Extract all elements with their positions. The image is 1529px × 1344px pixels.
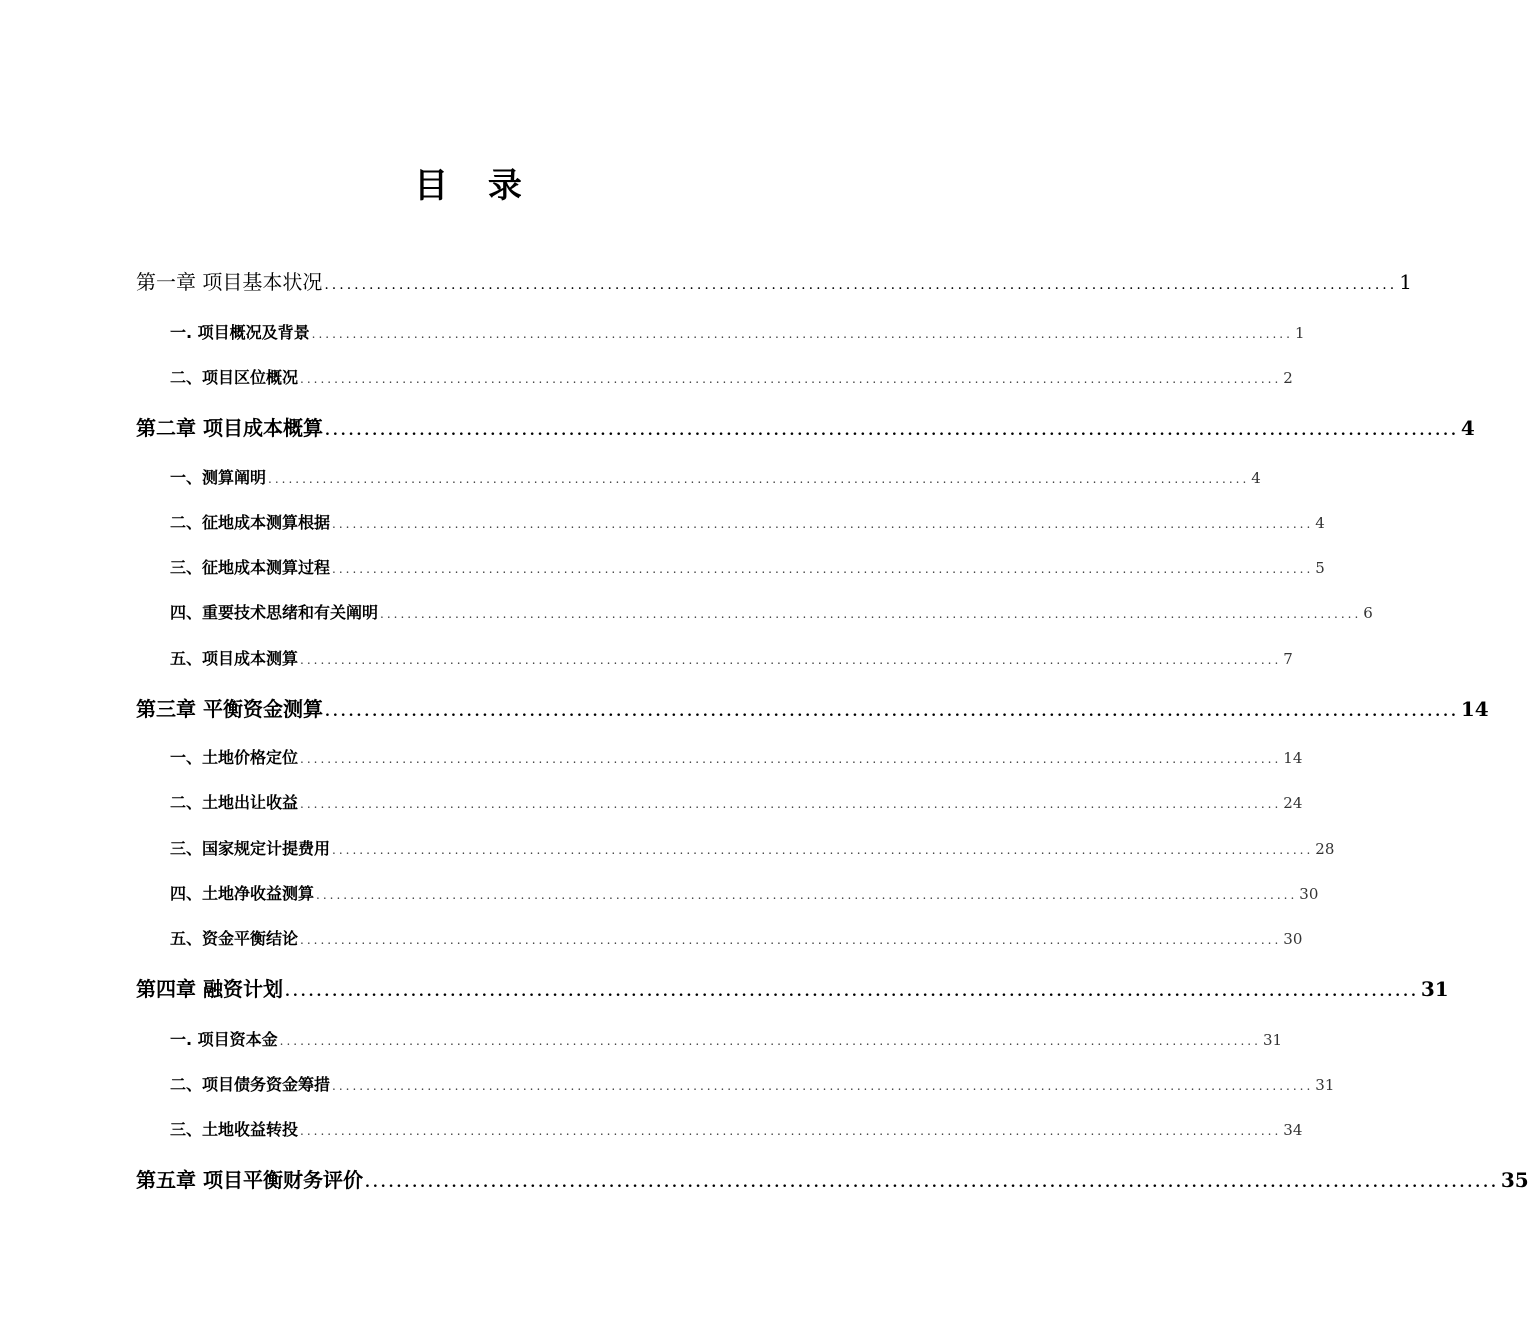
toc-entry-label: 三、征地成本测算过程 bbox=[170, 558, 331, 577]
toc-chapter-entry[interactable] bbox=[136, 973, 1449, 1002]
toc-leader-dots: ................................................................................................................................................ bbox=[332, 1079, 1314, 1093]
toc-entry-label: 第一章 项目基本状况 bbox=[136, 270, 323, 294]
toc-entry-label: 四、土地净收益测算 bbox=[170, 884, 315, 903]
toc-page-number: 34 bbox=[1283, 1121, 1303, 1139]
toc-leader-dots: ................................................................................................................................................ bbox=[324, 423, 1459, 439]
toc-page-number: 28 bbox=[1315, 840, 1335, 858]
toc-page-number: 1 bbox=[1294, 324, 1305, 342]
toc-page-number: 7 bbox=[1283, 650, 1293, 668]
toc-entry-label: 第五章 项目平衡财务评价 bbox=[136, 1168, 363, 1192]
toc-page-number: 30 bbox=[1283, 930, 1303, 948]
toc-leader-dots: ................................................................................................................................................ bbox=[279, 1034, 1261, 1048]
toc-page-number: 14 bbox=[1460, 697, 1489, 721]
toc-entry-label: 四、重要技术思绪和有关阐明 bbox=[170, 603, 379, 622]
toc-leader-dots: ................................................................................................................................................ bbox=[380, 607, 1362, 621]
toc-entry-label: 一、土地价格定位 bbox=[170, 748, 299, 767]
toc-entry-label: 二、征地成本测算根据 bbox=[170, 513, 331, 532]
toc-section-entry[interactable] bbox=[136, 465, 1261, 488]
toc-section-entry[interactable] bbox=[136, 1117, 1303, 1140]
toc-page-number: 35 bbox=[1500, 1168, 1529, 1192]
toc-leader-dots: ................................................................................................................................................ bbox=[364, 1175, 1499, 1191]
toc-page-number: 31 bbox=[1262, 1031, 1283, 1049]
toc-section-entry[interactable] bbox=[136, 790, 1303, 813]
toc-page-number: 1 bbox=[1399, 270, 1412, 294]
toc-entry-label: 三、土地收益转投 bbox=[170, 1120, 299, 1139]
toc-chapter-entry[interactable] bbox=[136, 1164, 1529, 1193]
toc-page-number: 14 bbox=[1283, 749, 1303, 767]
toc-section-entry[interactable] bbox=[136, 1072, 1335, 1095]
toc-entry-label: 五、项目成本测算 bbox=[170, 649, 299, 668]
toc-section-entry[interactable] bbox=[136, 836, 1335, 859]
toc-section-entry[interactable] bbox=[136, 365, 1293, 388]
toc-page-number: 6 bbox=[1363, 604, 1373, 622]
toc-section-entry[interactable] bbox=[136, 1027, 1283, 1050]
toc-leader-dots: ................................................................................................................................................ bbox=[324, 277, 1398, 293]
toc-page-number: 4 bbox=[1251, 469, 1261, 487]
toc-chapter-entry[interactable] bbox=[136, 693, 1489, 722]
toc-leader-dots: ................................................................................................................................................ bbox=[284, 984, 1419, 1000]
toc-page-number: 4 bbox=[1315, 514, 1325, 532]
toc-entry-label: 第二章 项目成本概算 bbox=[136, 416, 323, 440]
toc-page-number: 4 bbox=[1460, 416, 1475, 440]
toc-section-entry[interactable] bbox=[136, 600, 1373, 623]
toc-leader-dots: ................................................................................................................................................ bbox=[332, 562, 1314, 576]
toc-entry-label: 二、项目债务资金筹措 bbox=[170, 1075, 331, 1094]
toc-entry-label: 二、土地出让收益 bbox=[170, 793, 299, 812]
toc-page-number: 2 bbox=[1283, 369, 1293, 387]
toc-leader-dots: ................................................................................................................................................ bbox=[300, 372, 1282, 386]
toc-leader-dots: ................................................................................................................................................ bbox=[324, 704, 1459, 720]
toc-section-entry[interactable] bbox=[136, 745, 1303, 768]
toc-entry-label: 一、测算阐明 bbox=[170, 468, 267, 487]
toc-chapter-entry[interactable] bbox=[136, 266, 1412, 295]
toc-entry-label: 五、资金平衡结论 bbox=[170, 929, 299, 948]
toc-entry-label: 三、国家规定计提费用 bbox=[170, 839, 331, 858]
toc-title: 目 录 bbox=[414, 166, 536, 206]
toc-leader-dots: ................................................................................................................................................ bbox=[311, 327, 1293, 341]
toc-leader-dots: ................................................................................................................................................ bbox=[300, 933, 1282, 947]
toc-leader-dots: ................................................................................................................................................ bbox=[300, 1124, 1282, 1138]
toc-leader-dots: ................................................................................................................................................ bbox=[300, 653, 1282, 667]
toc-leader-dots: ................................................................................................................................................ bbox=[332, 843, 1314, 857]
toc-page-number: 5 bbox=[1315, 559, 1325, 577]
toc-section-entry[interactable] bbox=[136, 881, 1319, 904]
toc-section-entry[interactable] bbox=[136, 926, 1303, 949]
toc-entry-label: 第四章 融资计划 bbox=[136, 977, 283, 1001]
toc-section-entry[interactable] bbox=[136, 646, 1293, 669]
toc-page-number: 31 bbox=[1315, 1076, 1335, 1094]
toc-leader-dots: ................................................................................................................................................ bbox=[268, 472, 1250, 486]
toc-entry-label: 一. 项目概况及背景 bbox=[170, 323, 310, 342]
toc-section-entry[interactable] bbox=[136, 320, 1305, 343]
toc-section-entry[interactable] bbox=[136, 510, 1325, 533]
toc-leader-dots: ................................................................................................................................................ bbox=[300, 797, 1282, 811]
toc-leader-dots: ................................................................................................................................................ bbox=[316, 888, 1298, 902]
toc-entry-label: 第三章 平衡资金测算 bbox=[136, 697, 323, 721]
toc-page-number: 31 bbox=[1420, 977, 1449, 1001]
toc-entry-label: 一. 项目资本金 bbox=[170, 1030, 278, 1049]
toc-page-number: 30 bbox=[1299, 885, 1319, 903]
toc-chapter-entry[interactable] bbox=[136, 412, 1475, 441]
toc-leader-dots: ................................................................................................................................................ bbox=[332, 517, 1314, 531]
toc-entry-label: 二、项目区位概况 bbox=[170, 368, 299, 387]
toc-section-entry[interactable] bbox=[136, 555, 1325, 578]
toc-leader-dots: ................................................................................................................................................ bbox=[300, 752, 1282, 766]
toc-page-number: 24 bbox=[1283, 794, 1303, 812]
